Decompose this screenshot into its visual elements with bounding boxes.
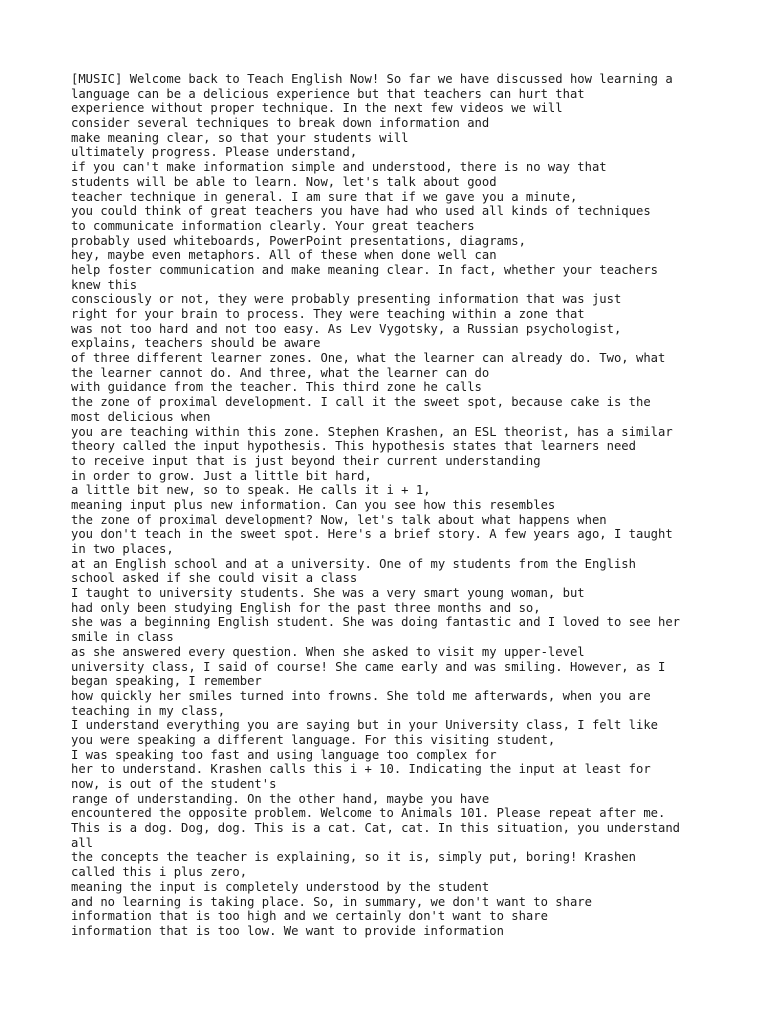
- transcript-line: information that is too high and we certainly don't want to share: [71, 909, 548, 924]
- transcript-line: if you can't make information simple and understood, there is no way that: [71, 160, 607, 175]
- transcript-line: experience without proper technique. In the next few videos we will: [71, 101, 563, 116]
- transcript-line: hey, maybe even metaphors. All of these when done well can: [71, 248, 497, 263]
- transcript-line: university class, I said of course! She came early and was smiling. However, as I: [71, 659, 666, 674]
- transcript-line: teaching in my class,: [71, 703, 226, 718]
- transcript-line: meaning input plus new information. Can you see how this resembles: [71, 497, 556, 512]
- transcript-line: how quickly her smiles turned into frowns. She told me afterwards, when you are: [71, 688, 651, 703]
- transcript-line: you could think of great teachers you have had who used all kinds of techniques: [71, 204, 651, 219]
- transcript-line: most delicious when: [71, 409, 211, 424]
- transcript-line: the concepts the teacher is explaining, so it is, simply put, boring! Krashen: [71, 850, 636, 865]
- transcript-line: [MUSIC] Welcome back to Teach English Now! So far we have discussed how learning a: [71, 72, 673, 86]
- transcript-line: had only been studying English for the past three months and so,: [71, 600, 541, 615]
- transcript-line: and no learning is taking place. So, in summary, we don't want to share: [71, 894, 592, 909]
- transcript-line: probably used whiteboards, PowerPoint presentations, diagrams,: [71, 233, 526, 248]
- transcript-line: explains, teachers should be aware: [71, 336, 321, 351]
- transcript-line: in order to grow. Just a little bit hard,: [71, 468, 372, 483]
- transcript-line: I taught to university students. She was a very smart young woman, but: [71, 586, 585, 601]
- transcript-document: [71, 72, 711, 939]
- transcript-line: I was speaking too fast and using language too complex for: [71, 747, 497, 762]
- transcript-line: encountered the opposite problem. Welcome to Animals 101. Please repeat after me.: [71, 806, 666, 821]
- transcript-line: range of understanding. On the other hand, maybe you have: [71, 791, 490, 806]
- transcript-line: theory called the input hypothesis. This hypothesis states that learners need: [71, 439, 636, 454]
- transcript-line: a little bit new, so to speak. He calls it i + 1,: [71, 483, 431, 498]
- transcript-line: you are teaching within this zone. Stephen Krashen, an ESL theorist, has a similar: [71, 424, 673, 439]
- transcript-line: I understand everything you are saying but in your University class, I felt like: [71, 718, 658, 733]
- transcript-line: students will be able to learn. Now, let's talk about good: [71, 174, 497, 189]
- transcript-line: as she answered every question. When she asked to visit my upper-level: [71, 644, 585, 659]
- transcript-line: was not too hard and not too easy. As Lev Vygotsky, a Russian psychologist,: [71, 321, 622, 336]
- transcript-line: to receive input that is just beyond their current understanding: [71, 453, 541, 468]
- transcript-line: school asked if she could visit a class: [71, 571, 358, 586]
- transcript-line: now, is out of the student's: [71, 777, 277, 791]
- transcript-line: consider several techniques to break down information and: [71, 116, 490, 131]
- transcript-line: in two places,: [71, 542, 174, 556]
- transcript-line: This is a dog. Dog, dog. This is a cat. Cat, cat. In this situation, you understand: [71, 821, 681, 836]
- transcript-line: of three different learner zones. One, what the learner can already do. Two, what: [71, 351, 666, 366]
- transcript-line: she was a beginning English student. She was doing fantastic and I loved to see her: [71, 615, 681, 630]
- transcript-line: right for your brain to process. They were teaching within a zone that: [71, 307, 585, 321]
- transcript-line: consciously or not, they were probably presenting information that was just: [71, 292, 622, 307]
- transcript-line: knew this: [71, 277, 138, 292]
- transcript-line: you don't teach in the sweet spot. Here's a brief story. A few years ago, I taught: [71, 527, 673, 542]
- transcript-line: teacher technique in general. I am sure that if we gave you a minute,: [71, 189, 578, 204]
- transcript-line: you were speaking a different language. For this visiting student,: [71, 732, 556, 747]
- transcript-line: to communicate information clearly. Your great teachers: [71, 218, 475, 233]
- transcript-line: called this i plus zero,: [71, 865, 248, 880]
- transcript-line: make meaning clear, so that your students will: [71, 130, 409, 145]
- transcript-line: at an English school and at a university. One of my students from the English: [71, 556, 636, 571]
- transcript-line: began speaking, I remember: [71, 674, 262, 689]
- transcript-line: help foster communication and make meaning clear. In fact, whether your teachers: [71, 262, 658, 277]
- transcript-line: language can be a delicious experience but that teachers can hurt that: [71, 86, 585, 101]
- transcript-line: smile in class: [71, 630, 174, 645]
- transcript-line: the zone of proximal development? Now, let's talk about what happens when: [71, 512, 607, 527]
- transcript-line: ultimately progress. Please understand,: [71, 145, 358, 160]
- transcript-line: the learner cannot do. And three, what the learner can do: [71, 365, 490, 380]
- transcript-line: the zone of proximal development. I call it the sweet spot, because cake is the: [71, 395, 651, 410]
- transcript-line: information that is too low. We want to provide information: [71, 923, 504, 938]
- transcript-line: her to understand. Krashen calls this i + 10. Indicating the input at least for: [71, 762, 651, 777]
- transcript-line: all: [71, 835, 94, 850]
- transcript-line: meaning the input is completely understood by the student: [71, 879, 490, 894]
- transcript-line: with guidance from the teacher. This third zone he calls: [71, 380, 482, 395]
